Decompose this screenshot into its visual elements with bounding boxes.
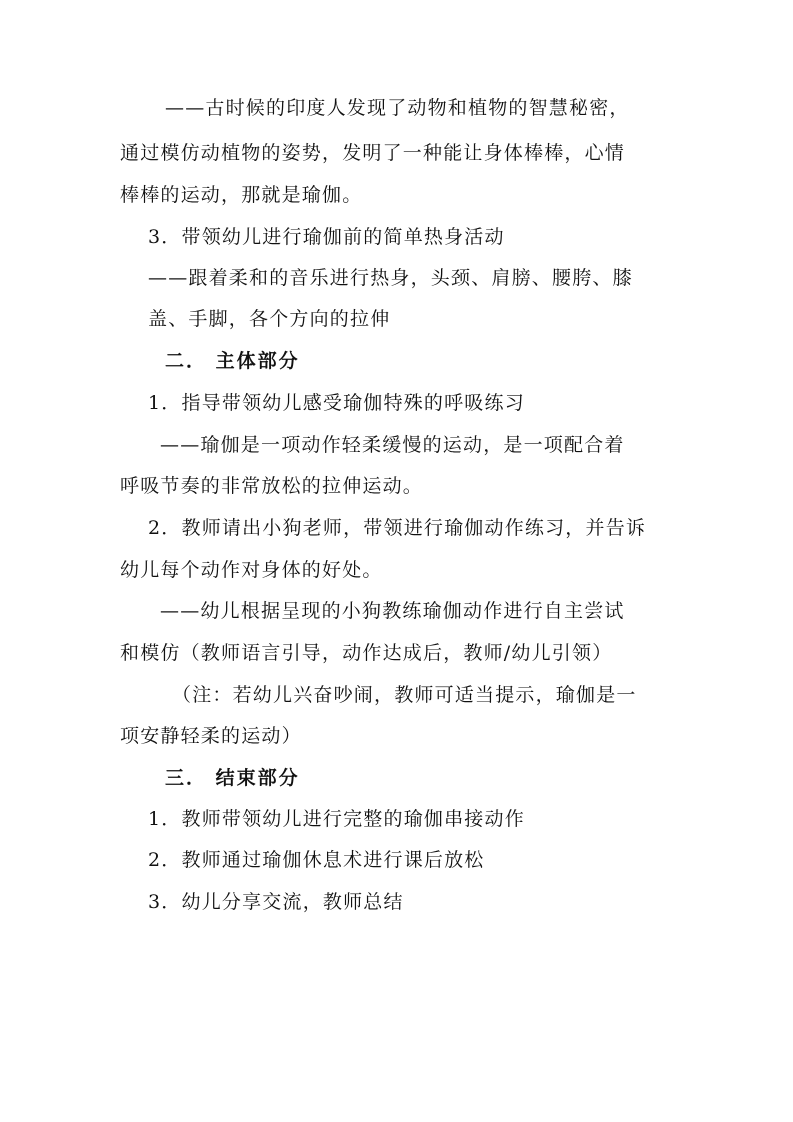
section-heading-end: 三． 结束部分	[165, 767, 300, 789]
paragraph-line: 通过模仿动植物的姿势，发明了一种能让身体棒棒，心情	[120, 142, 626, 164]
paragraph-line: 盖、手脚，各个方向的拉伸	[148, 308, 391, 330]
paragraph-line: ——幼儿根据呈现的小狗教练瑜伽动作进行自主尝试	[160, 600, 625, 622]
paragraph-line: 呼吸节奏的非常放松的拉伸运动。	[120, 475, 424, 497]
section-heading-main: 二． 主体部分	[165, 350, 300, 372]
paragraph-line: 幼儿每个动作对身体的好处。	[120, 559, 383, 581]
list-item: 3．幼儿分享交流，教师总结	[148, 891, 404, 913]
list-item: 1．教师带领幼儿进行完整的瑜伽串接动作	[148, 808, 525, 830]
list-item: 3．带领幼儿进行瑜伽前的简单热身活动	[148, 226, 505, 248]
paragraph-line: ——跟着柔和的音乐进行热身，头颈、肩膀、腰胯、膝	[148, 267, 633, 289]
paragraph-line: 棒棒的运动，那就是瑜伽。	[120, 184, 363, 206]
list-item: 1．指导带领幼儿感受瑜伽特殊的呼吸练习	[148, 392, 525, 414]
paragraph-line: 和模仿（教师语言引导，动作达成后，教师/幼儿引领）	[120, 642, 613, 664]
note-line: （注：若幼儿兴奋吵闹，教师可适当提示，瑜伽是一	[172, 684, 637, 706]
note-line: 项安静轻柔的运动）	[120, 725, 302, 747]
list-item: 2．教师通过瑜伽休息术进行课后放松	[148, 849, 485, 871]
paragraph-line: ——瑜伽是一项动作轻柔缓慢的运动，是一项配合着	[160, 434, 625, 456]
list-item: 2．教师请出小狗老师，带领进行瑜伽动作练习，并告诉	[148, 517, 647, 539]
paragraph-line: ——古时候的印度人发现了动物和植物的智慧秘密，	[165, 97, 630, 119]
